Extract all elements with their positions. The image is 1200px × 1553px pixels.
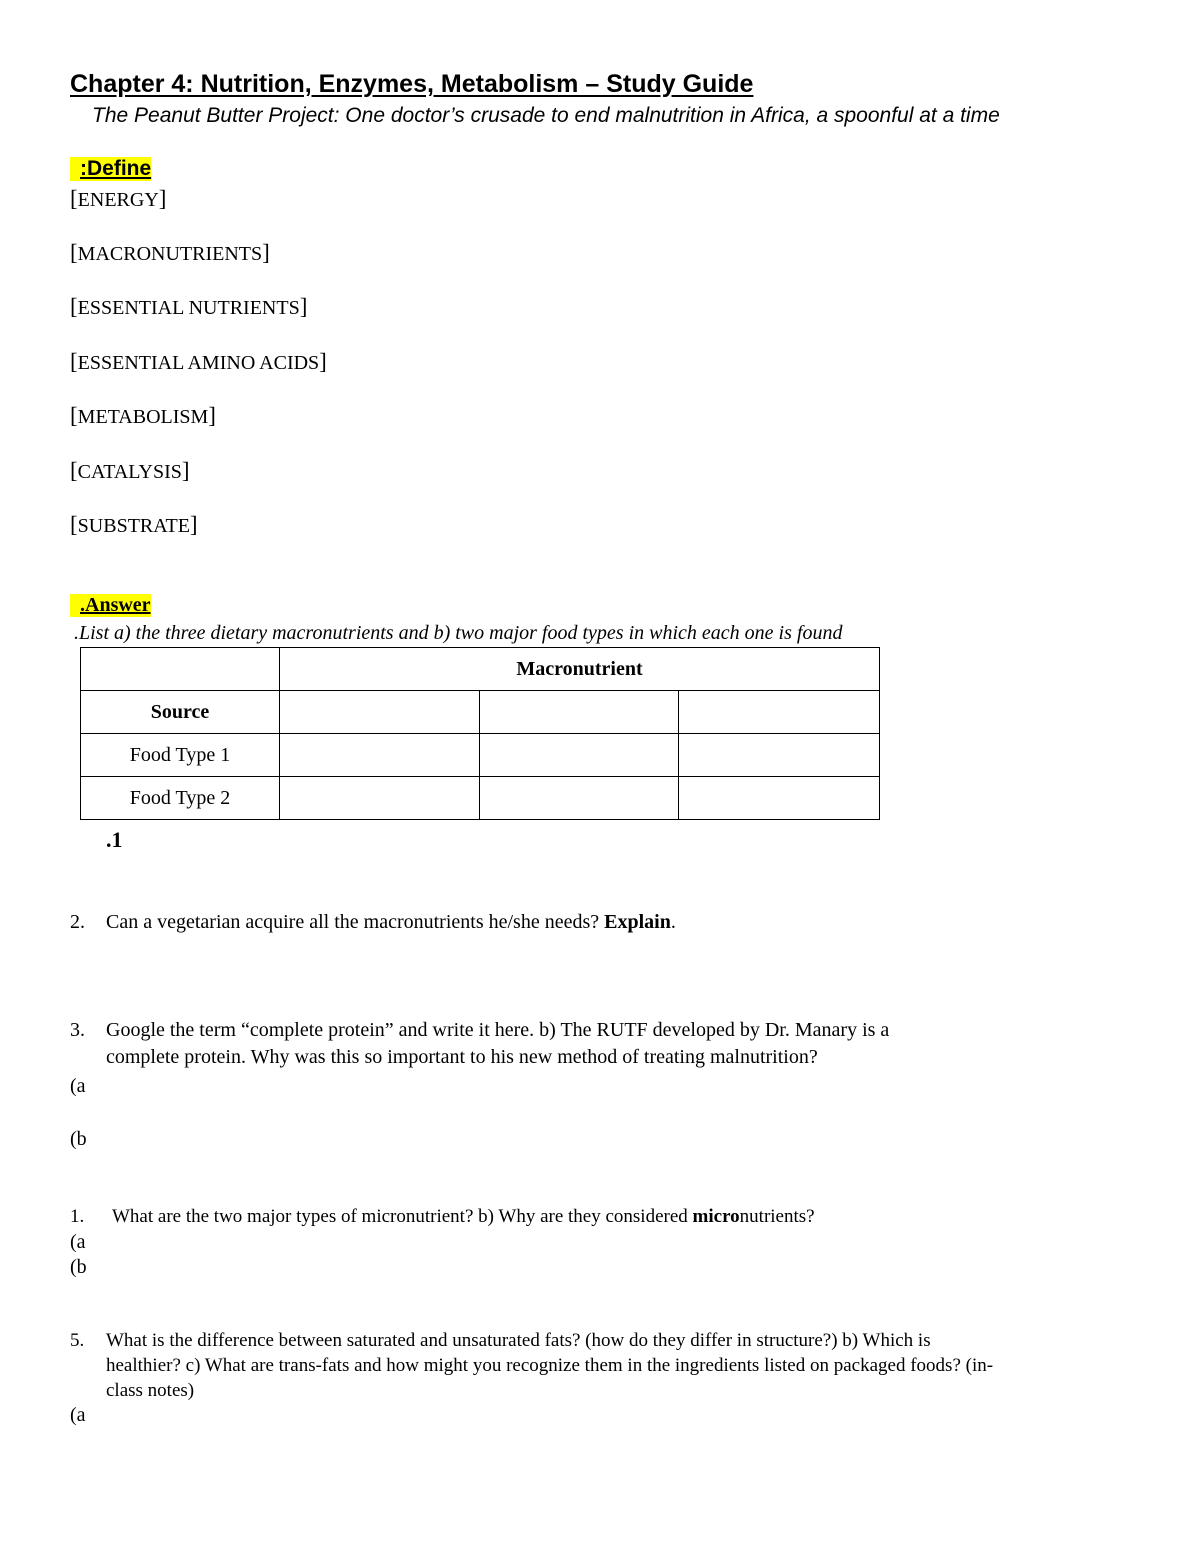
term-label: ESSENTIAL NUTRIENTS [77,297,300,319]
question-number: 2. [70,911,85,933]
table-cell[interactable] [280,734,480,777]
term-essential-amino-acids: [ESSENTIAL AMINO ACIDS] [70,349,327,374]
term-essential-nutrients: [ESSENTIAL NUTRIENTS] [70,294,308,319]
table-cell[interactable] [679,777,880,820]
define-heading: :Define [70,157,151,181]
question-emphasis: micro [692,1206,740,1227]
answer-label-a: (a [70,1075,86,1097]
term-energy: [ENERGY] [70,186,167,211]
page-subtitle: The Peanut Butter Project: One doctor’s crusade to end malnutrition in Africa, a spoonful at a time [92,104,1000,127]
term-substrate: [SUBSTRATE] [70,512,198,537]
table-header-row [81,648,880,691]
term-label: METABOLISM [77,406,209,428]
answer-heading: .Answer [70,594,151,617]
question-4 [70,1206,815,1228]
question-1-number: .1 [106,827,123,852]
term-label: ESSENTIAL AMINO ACIDS [77,352,320,374]
question-text: Google the term “complete protein” and write it here. b) The RUTF developed by Dr. Manary is a [106,1019,890,1041]
term-catalysis: [CATALYSIS] [70,458,190,483]
question-5-line-2: healthier? c) What are trans-fats and how might you recognize them in the ingredients listed on packaged foods? (in- [106,1355,994,1376]
term-label: SUBSTRATE [77,515,190,537]
table-cell[interactable] [480,691,679,734]
table-cell[interactable] [679,734,880,777]
row-label-food-type-1: Food Type 1 [81,734,280,777]
question-number: 1. [70,1206,85,1227]
question-text: What are the two major types of micronutrient? b) Why are they considered [112,1206,693,1227]
question-end: . [670,911,676,933]
question-5-line-3: class notes) [106,1380,195,1401]
answer-label-a: (a [70,1231,86,1253]
table-row [81,777,880,820]
question-2 [70,911,676,934]
table-cell[interactable] [480,777,679,820]
table-cell[interactable] [480,734,679,777]
term-label: CATALYSIS [77,461,182,483]
list-instruction: .List a) the three dietary macronutrients and b) two major food types in which each one is found [74,622,843,644]
table-cell[interactable] [280,777,480,820]
table-cell[interactable] [280,691,480,734]
question-end: nutrients? [739,1206,815,1227]
table-row [81,734,880,777]
question-text: What is the difference between saturated and unsaturated fats? (how do they differ in structure?) b) Which is [106,1330,931,1351]
source-label: Source [81,691,280,734]
table-row [81,691,880,734]
question-text: Can a vegetarian acquire all the macronutrients he/she needs? [106,911,605,933]
question-emphasis: Explain [604,911,671,933]
table-cell[interactable] [679,691,880,734]
answer-label-b: (b [70,1128,87,1150]
answer-label-a: (a [70,1404,86,1426]
term-macronutrients: [MACRONUTRIENTS] [70,240,270,265]
macronutrient-table [80,647,880,820]
term-metabolism: [METABOLISM] [70,403,216,428]
question-number: 5. [70,1330,85,1351]
term-label: ENERGY [77,189,159,211]
question-3 [70,1019,889,1042]
row-label-food-type-2: Food Type 2 [81,777,280,820]
table-corner-cell [81,648,280,691]
answer-label-b: (b [70,1256,87,1278]
page-title: Chapter 4: Nutrition, Enzymes, Metabolism – Study Guide [70,70,754,98]
question-5 [70,1330,931,1352]
term-label: MACRONUTRIENTS [77,243,263,265]
question-number: 3. [70,1019,85,1041]
macronutrient-header: Macronutrient [280,648,880,691]
question-3-line-2: complete protein. Why was this so important to his new method of treating malnutrition? [106,1046,818,1068]
